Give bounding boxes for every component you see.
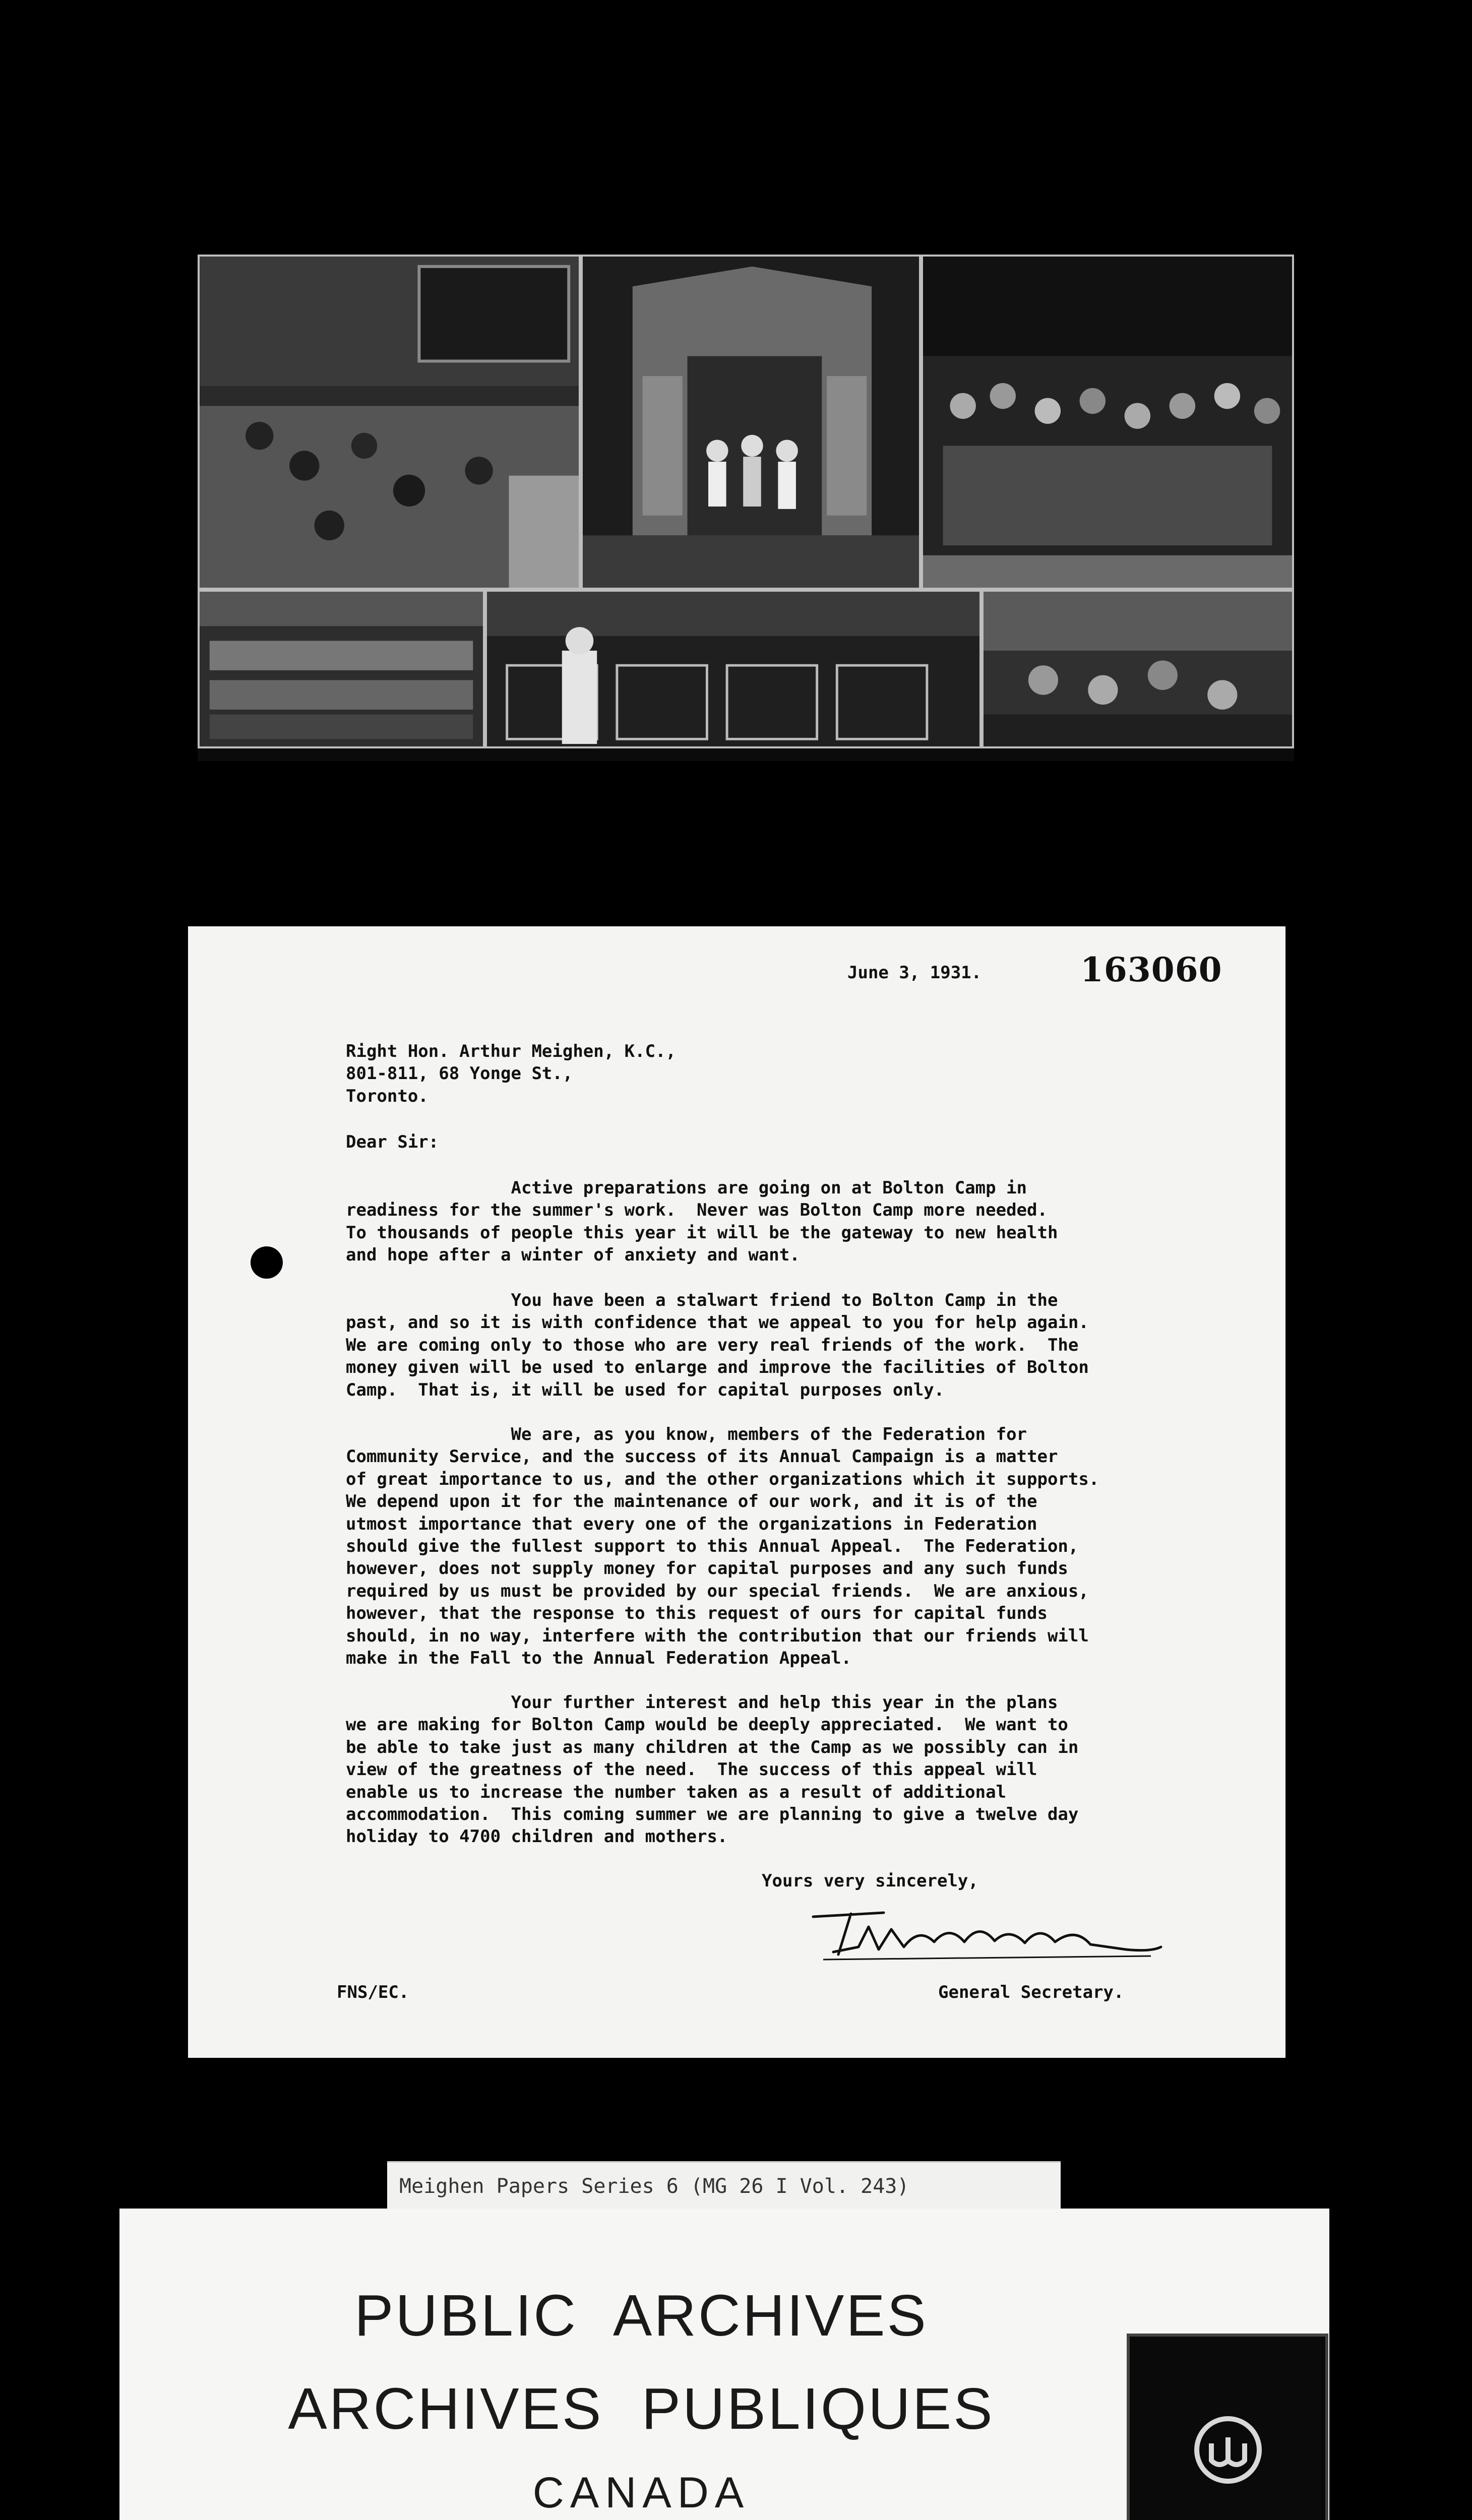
- signer-title: General Secretary.: [938, 1982, 1124, 2002]
- text-line: however, that the response to this request of ours for capital funds: [346, 1603, 1048, 1624]
- text-line: past, and so it is with confidence that we appeal to you for help again.: [346, 1312, 1089, 1333]
- hole-punch: [251, 1246, 283, 1279]
- salutation: Dear Sir:: [346, 1132, 439, 1152]
- complimentary-close: Yours very sincerely,: [762, 1871, 978, 1891]
- archive-country: CANADA: [532, 2469, 750, 2517]
- text-line: Your further interest and help this year in the plans: [346, 1692, 1058, 1713]
- text-line: of great importance to us, and the other organizations which it supports.: [346, 1469, 1099, 1489]
- archive-seal-panel: [1127, 2334, 1328, 2520]
- paragraph-2: [346, 1289, 1243, 1401]
- paragraph-4: [346, 1691, 1243, 1848]
- text-line: view of the greatness of the need. The success of this appeal will: [346, 1759, 1037, 1780]
- text-line: required by us must be provided by our special friends. We are anxious,: [346, 1581, 1089, 1601]
- archive-title-en: PUBLIC ARCHIVES: [354, 2283, 928, 2348]
- photo-crowd-gathering: [921, 255, 1294, 590]
- photo-collage: [198, 255, 1294, 761]
- series-label: Meighen Papers Series 6 (MG 26 I Vol. 243): [387, 2161, 1061, 2209]
- text-line: utmost importance that every one of the organizations in Federation: [346, 1514, 1037, 1534]
- text-line: Active preparations are going on at Bolton Camp in: [346, 1178, 1027, 1198]
- text-line: We are, as you know, members of the Federation for: [346, 1424, 1027, 1444]
- handwritten-signature: [803, 1907, 1166, 1965]
- photo-outdoor-activity: [982, 590, 1294, 748]
- letter-date: June 3, 1931.: [847, 963, 982, 983]
- text-line: be able to take just as many children at the Camp as we possibly can in: [346, 1737, 1079, 1757]
- recipient-address: [346, 1040, 676, 1107]
- text-line: We depend upon it for the maintenance of our work, and it is of the: [346, 1491, 1037, 1512]
- photo-seated-crowd: [198, 590, 485, 748]
- text-line: Community Service, and the success of its Annual Campaign is a matter: [346, 1446, 1058, 1467]
- text-line: enable us to increase the number taken as a result of additional: [346, 1782, 1007, 1802]
- text-line: however, does not supply money for capital purposes and any such funds: [346, 1558, 1068, 1579]
- address-line: Toronto.: [346, 1086, 428, 1106]
- letter-document: [188, 926, 1285, 2058]
- typist-initials: FNS/EC.: [337, 1982, 409, 2002]
- document-number: 163060: [1080, 950, 1222, 989]
- address-line: Right Hon. Arthur Meighen, K.C.,: [346, 1041, 677, 1061]
- text-line: Camp. That is, it will be used for capital purposes only.: [346, 1379, 945, 1400]
- archive-card: [119, 2209, 1329, 2520]
- text-line: To thousands of people this year it will be the gateway to new health: [346, 1222, 1058, 1243]
- paragraph-1: [346, 1177, 1243, 1267]
- archive-title-fr: ARCHIVES PUBLIQUES: [288, 2376, 995, 2441]
- text-line: We are coming only to those who are very real friends of the work. The: [346, 1335, 1079, 1355]
- photo-building-entrance: [581, 255, 921, 590]
- photo-swimming-scene: [198, 255, 581, 590]
- archives-logo-icon: [1190, 2412, 1266, 2488]
- text-line: make in the Fall to the Annual Federation Appeal.: [346, 1648, 852, 1669]
- text-line: money given will be used to enlarge and improve the facilities of Bolton: [346, 1357, 1089, 1378]
- address-line: 801-811, 68 Yonge St.,: [346, 1063, 573, 1084]
- text-line: should, in no way, interfere with the contribution that our friends will: [346, 1625, 1089, 1646]
- text-line: holiday to 4700 children and mothers.: [346, 1826, 728, 1847]
- text-line: accommodation. This coming summer we are planning to give a twelve day: [346, 1804, 1079, 1825]
- text-line: and hope after a winter of anxiety and want.: [346, 1245, 800, 1266]
- photo-nursery-cribs: [485, 590, 982, 748]
- text-line: You have been a stalwart friend to Bolton Camp in the: [346, 1290, 1058, 1310]
- text-line: should give the fullest support to this Annual Appeal. The Federation,: [346, 1536, 1079, 1557]
- text-line: readiness for the summer's work. Never was Bolton Camp more needed.: [346, 1200, 1048, 1221]
- paragraph-3: [346, 1423, 1243, 1669]
- text-line: we are making for Bolton Camp would be deeply appreciated. We want to: [346, 1715, 1068, 1735]
